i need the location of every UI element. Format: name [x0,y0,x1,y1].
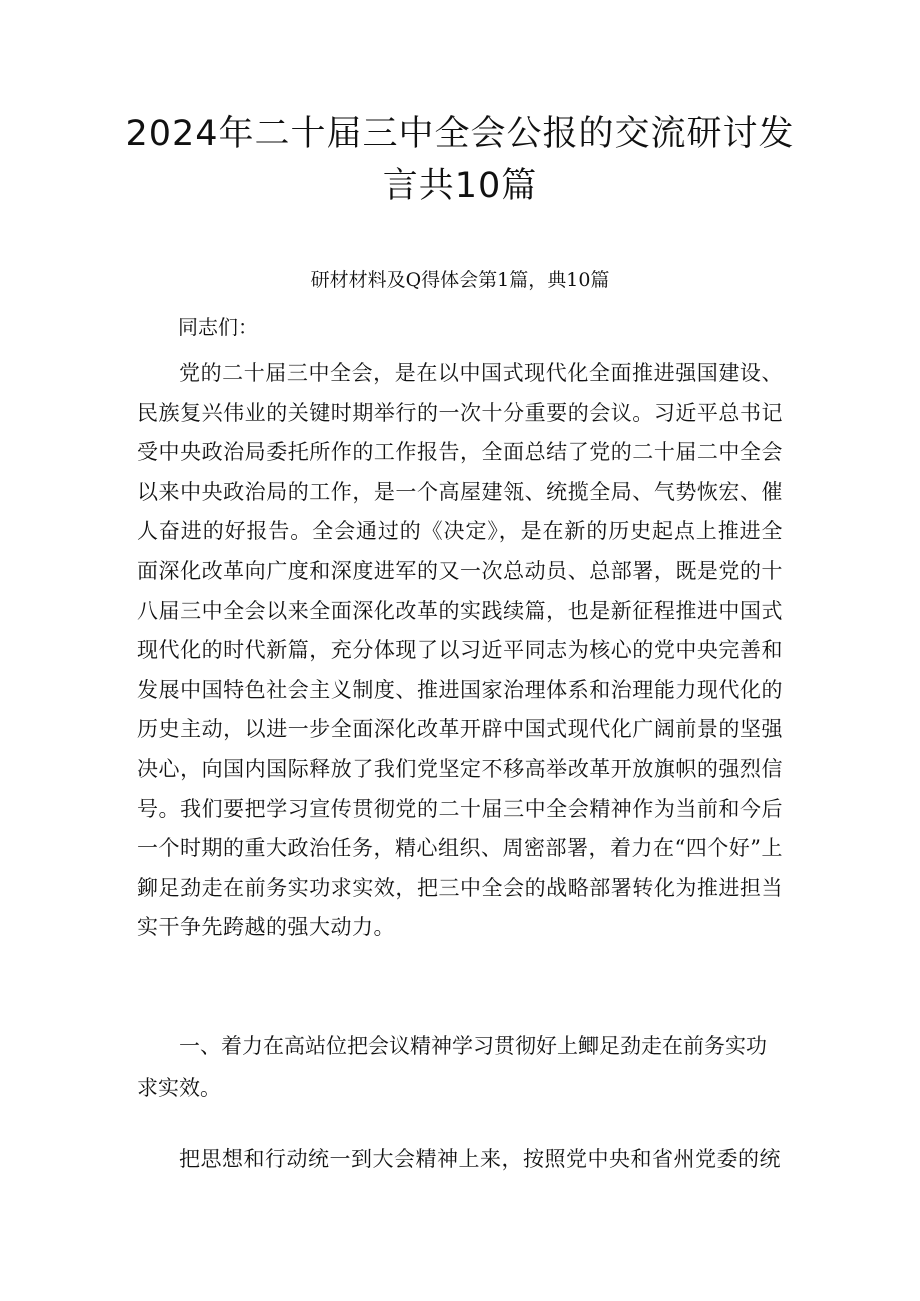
body-paragraph-2: 把思想和行动统一到大会精神上来，按照党中央和省州党委的统 [179,1147,781,1171]
document-subtitle: 研材材料及Q得体会第1篇，典10篇 [310,269,610,291]
salutation: 同志们： [178,315,258,339]
section-heading-1: 一、着力在高站位把会议精神学习贯彻好上鲫足劲走在前务实功求实效。 [137,1034,767,1100]
body-paragraph-1: 党的二十届三中全会，是在以中国式现代化全面推进强国建设、民族复兴伟业的关键时期举行的一次十分重要的会议。习近平总书记受中央政治局委托所作的工作报告，全面总结了党的二十届二中全会以来中央政治局的工作，是一个高屋建瓴、统揽全局、气势恢宏、催人奋进的好报告。全会通过的《决定》，是在新的历史起点上推进全面深化改革向广度和深度进军的又一次总动员、总部署，既是党的十八届三中全会以来全面深化改革的实践续篇，也是新征程推进中国式现代化的时代新篇，充分体现了以习近平同志为核心的党中央完善和发展中国特色社会主义制度、推进国家治理体系和治理能力现代化的历史主动，以进一步全面深化改革开辟中国式现代化广阔前景的坚强决心，向国内国际释放了我们党坚定不移高举改革开放旗帜的强烈信号。我们要把学习宣传贯彻党的二十届三中全会精神作为当前和今后一个时期的重大政治任务，精心组织、周密部署，着力在“四个好”上鉚足劲走在前务实功求实效，把三中全会的战略部署转化为推进担当实干争先跨越的强大动力。 [137,361,783,940]
document-title: 2024年二十届三中全会公报的交流研讨发言共10篇 [125,114,795,206]
